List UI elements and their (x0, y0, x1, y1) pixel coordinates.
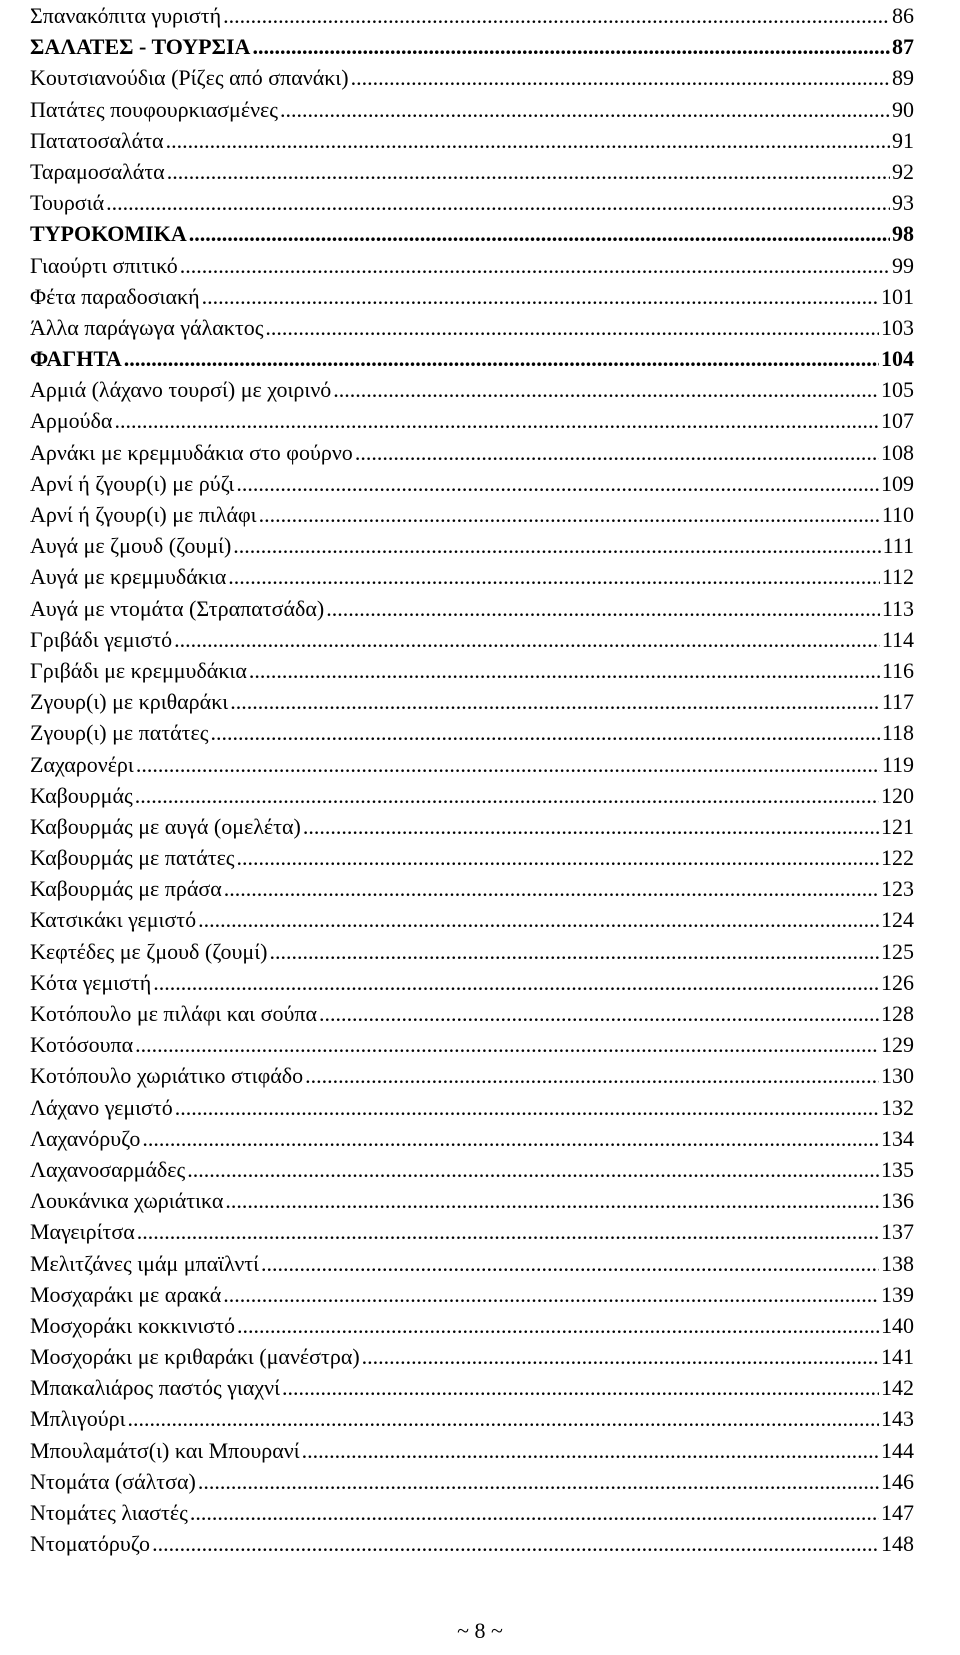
toc-entry (30, 967, 914, 998)
toc-entry-title: Ζγουρ(ι) με πατάτες (30, 720, 209, 746)
toc-entry (30, 873, 914, 904)
page-number: ~ 8 ~ (457, 1618, 503, 1643)
toc-entry (30, 1279, 914, 1310)
toc-entry-page-number: 135 (881, 1156, 914, 1182)
dot-leader (326, 593, 880, 624)
dot-leader (230, 686, 880, 717)
toc-entry-title: Μοσχοράκι κοκκινιστό (30, 1312, 235, 1338)
toc-entry-title: Αρνάκι με κρεμμυδάκια στο φούρνο (30, 439, 353, 465)
toc-entry-title: Κουτσιανούδια (Ρίζες από σπανάκι) (30, 65, 349, 91)
dot-leader (167, 156, 890, 187)
toc-entry (30, 187, 914, 218)
toc-entry (30, 1248, 914, 1279)
toc-entry-title: Γιαούρτι σπιτικό (30, 252, 178, 278)
toc-entry-page-number: 126 (881, 969, 914, 995)
dot-leader (223, 1279, 879, 1310)
toc-entry-title: Ντοματόρυζο (30, 1531, 151, 1557)
toc-entry-title: Λουκάνικα χωριάτικα (30, 1188, 224, 1214)
toc-entry-page-number: 110 (881, 502, 914, 527)
toc-section-heading (30, 218, 914, 249)
toc-entry-page-number: 104 (881, 346, 914, 372)
dot-leader (265, 312, 879, 343)
toc-entry-page-number: 117 (881, 689, 914, 715)
toc-entry-page-number: 132 (881, 1094, 914, 1120)
toc-entry (30, 1154, 914, 1185)
toc-entry (30, 1310, 914, 1341)
toc-entry-title: Ζγουρ(ι) με κριθαράκι (30, 689, 229, 715)
toc-entry (30, 1403, 914, 1434)
dot-leader (202, 281, 879, 312)
toc-entry-title: Πατάτες πουφουρκιασμένες (30, 96, 278, 122)
toc-entry (30, 998, 914, 1029)
toc-entry-title: Σπανακόπιτα γυριστή (30, 3, 222, 28)
dot-leader (189, 218, 890, 249)
toc-entry (30, 655, 914, 686)
toc-entry (30, 1497, 914, 1528)
toc-entry (30, 904, 914, 935)
toc-entry-page-number: 137 (881, 1219, 914, 1245)
dot-leader (252, 31, 890, 62)
dot-leader (190, 1497, 879, 1528)
toc-entry (30, 1060, 914, 1091)
toc-entry-title: Μαγειρίτσα (30, 1219, 135, 1245)
toc-entry (30, 1029, 914, 1060)
toc-entry-page-number: 124 (881, 907, 914, 933)
toc-entry-page-number: 108 (881, 439, 914, 465)
toc-entry (30, 1216, 914, 1247)
toc-entry-page-number: 89 (892, 65, 914, 91)
toc-entry-page-number: 121 (881, 813, 914, 839)
toc-entry (30, 374, 914, 405)
toc-entry-title: Μπουλαμάτσ(ι) και Μπουρανί (30, 1437, 300, 1463)
dot-leader (198, 904, 879, 935)
toc-entry-title: Λαχανόρυζο (30, 1125, 141, 1151)
toc-entry (30, 312, 914, 343)
dot-leader (333, 374, 879, 405)
toc-entry (30, 281, 914, 312)
toc-entry-title: Μελιτζάνες ιμάμ μπαϊλντί (30, 1250, 260, 1276)
dot-leader (362, 1341, 879, 1372)
toc-entry-page-number: 146 (881, 1468, 914, 1494)
toc-entry (30, 156, 914, 187)
toc-entry (30, 1466, 914, 1497)
toc-entry-page-number: 144 (881, 1437, 914, 1463)
toc-entry (30, 842, 914, 873)
toc-entry-page-number: 130 (881, 1063, 914, 1089)
toc-entry (30, 1123, 914, 1154)
dot-leader (136, 749, 880, 780)
toc-entry-page-number: 112 (881, 564, 914, 590)
dot-leader (237, 1310, 879, 1341)
toc-entry-title: Κοτόσουπα (30, 1032, 134, 1058)
toc-entry-page-number: 143 (881, 1406, 914, 1432)
toc-entry (30, 250, 914, 281)
dot-leader (198, 1466, 879, 1497)
toc-entry-page-number: 91 (892, 127, 914, 153)
dot-leader (261, 1248, 879, 1279)
toc-entry-title: Καβουρμάς με πράσα (30, 876, 222, 902)
toc-entry-title: Αυγά με κρεμμυδάκια (30, 564, 227, 590)
toc-entry-page-number: 116 (881, 657, 914, 683)
toc-entry-page-number: 86 (892, 3, 914, 28)
dot-leader (259, 499, 880, 530)
toc-entry (30, 1092, 914, 1123)
toc-entry-title: Αυγά με ζμουδ (ζουμί) (30, 533, 232, 559)
toc-entry-title: Κεφτέδες με ζμουδ (ζουμί) (30, 938, 268, 964)
dot-leader (280, 94, 890, 125)
toc-entry (30, 780, 914, 811)
toc-entry-page-number: 119 (881, 751, 914, 777)
toc-entry-title: Αρνί ή ζγουρ(ι) με πιλάφι (30, 502, 257, 527)
toc-entry-title: Καβουρμάς με πατάτες (30, 845, 235, 871)
table-of-contents (30, 0, 914, 1559)
dot-leader (319, 998, 879, 1029)
toc-entry-title: ΦΑΓΗΤΑ (30, 346, 122, 372)
dot-leader (152, 1528, 879, 1559)
dot-leader (128, 1403, 880, 1434)
toc-entry-page-number: 114 (881, 626, 914, 652)
toc-entry-page-number: 92 (892, 158, 914, 184)
toc-entry (30, 0, 914, 31)
toc-entry-page-number: 93 (892, 190, 914, 216)
toc-entry-page-number: 122 (881, 845, 914, 871)
toc-entry (30, 936, 914, 967)
toc-entry-page-number: 128 (881, 1001, 914, 1026)
dot-leader (351, 62, 890, 93)
toc-entry-page-number: 87 (892, 34, 914, 60)
toc-entry-page-number: 140 (881, 1312, 914, 1338)
toc-entry (30, 1372, 914, 1403)
toc-entry (30, 468, 914, 499)
dot-leader (249, 655, 880, 686)
toc-entry (30, 530, 914, 561)
dot-leader (106, 187, 890, 218)
toc-entry (30, 624, 914, 655)
toc-entry (30, 405, 914, 436)
toc-section-heading (30, 31, 914, 62)
toc-entry-title: Τουρσιά (30, 190, 105, 216)
toc-entry (30, 593, 914, 624)
dot-leader (153, 967, 879, 998)
toc-section-heading (30, 343, 914, 374)
dot-leader (225, 1185, 879, 1216)
toc-entry-title: Αρμούδα (30, 408, 113, 434)
toc-entry (30, 1528, 914, 1559)
toc-entry-title: Καβουρμάς (30, 782, 133, 808)
toc-entry-title: Ταραμοσαλάτα (30, 158, 165, 184)
toc-entry-page-number: 134 (881, 1125, 914, 1151)
toc-entry-title: Αυγά με ντομάτα (Στραπατσάδα) (30, 595, 325, 621)
toc-entry (30, 811, 914, 842)
dot-leader (233, 530, 880, 561)
dot-leader (224, 873, 879, 904)
dot-leader (269, 936, 879, 967)
toc-entry (30, 1341, 914, 1372)
toc-entry (30, 94, 914, 125)
toc-entry-page-number: 136 (881, 1188, 914, 1214)
toc-entry-title: Ντομάτες λιαστές (30, 1500, 188, 1525)
toc-entry (30, 749, 914, 780)
dot-leader (355, 437, 879, 468)
dot-leader (303, 811, 879, 842)
dot-leader (305, 1060, 879, 1091)
toc-entry-page-number: 98 (892, 221, 914, 247)
toc-entry (30, 499, 914, 530)
toc-entry-page-number: 139 (881, 1281, 914, 1307)
toc-entry-page-number: 105 (881, 377, 914, 403)
dot-leader (142, 1123, 879, 1154)
toc-entry (30, 1185, 914, 1216)
dot-leader (114, 405, 879, 436)
dot-leader (135, 1029, 879, 1060)
toc-entry-title: Μπακαλιάρος παστός γιαχνί (30, 1375, 280, 1401)
toc-entry-page-number: 109 (881, 470, 914, 496)
toc-entry-title: Κοτόπουλο χωριάτικο στιφάδο (30, 1063, 304, 1089)
toc-entry (30, 717, 914, 748)
toc-entry-page-number: 118 (881, 720, 914, 746)
toc-entry-page-number: 123 (881, 876, 914, 902)
dot-leader (237, 842, 879, 873)
toc-entry-page-number: 148 (881, 1531, 914, 1557)
toc-entry (30, 561, 914, 592)
dot-leader (174, 624, 880, 655)
toc-entry-title: Άλλα παράγωγα γάλακτος (30, 314, 264, 340)
dot-leader (124, 343, 879, 374)
toc-entry-title: Αρμιά (λάχανο τουρσί) με χοιρινό (30, 377, 332, 403)
toc-entry-page-number: 125 (881, 938, 914, 964)
dot-leader (236, 468, 879, 499)
toc-entry-page-number: 141 (881, 1344, 914, 1370)
dot-leader (228, 561, 880, 592)
dot-leader (166, 125, 890, 156)
toc-entry-page-number: 111 (882, 533, 914, 559)
toc-entry-title: Μπλιγούρι (30, 1406, 126, 1432)
toc-entry-title: Ζαχαρονέρι (30, 751, 134, 777)
toc-entry-title: ΤΥΡΟΚΟΜΙΚΑ (30, 221, 187, 247)
dot-leader (175, 1092, 879, 1123)
toc-entry-title: Μοσχοράκι με κριθαράκι (μανέστρα) (30, 1344, 360, 1370)
toc-entry-title: ΣΑΛΑΤΕΣ - ΤΟΥΡΣΙΑ (30, 34, 251, 60)
toc-entry-title: Λαχανοσαρμάδες (30, 1156, 186, 1182)
toc-entry-title: Αρνί ή ζγουρ(ι) με ρύζι (30, 470, 235, 496)
toc-entry (30, 686, 914, 717)
dot-leader (187, 1154, 879, 1185)
dot-leader (210, 717, 879, 748)
toc-entry-title: Κότα γεμιστή (30, 969, 152, 995)
toc-entry-page-number: 147 (881, 1500, 914, 1525)
dot-leader (302, 1435, 879, 1466)
toc-entry-title: Φέτα παραδοσιακή (30, 283, 200, 309)
toc-entry-page-number: 101 (881, 283, 914, 309)
toc-entry-page-number: 129 (881, 1032, 914, 1058)
toc-entry-title: Κοτόπουλο με πιλάφι και σούπα (30, 1001, 317, 1026)
toc-entry-title: Γριβάδι γεμιστό (30, 626, 173, 652)
dot-leader (223, 0, 890, 31)
toc-entry-page-number: 107 (881, 408, 914, 434)
dot-leader (137, 1216, 879, 1247)
toc-entry-page-number: 90 (892, 96, 914, 122)
toc-entry-title: Λάχανο γεμιστό (30, 1094, 173, 1120)
toc-entry-title: Γριβάδι με κρεμμυδάκια (30, 657, 247, 683)
toc-entry (30, 125, 914, 156)
toc-entry-title: Μοσχαράκι με αρακά (30, 1281, 222, 1307)
toc-entry (30, 437, 914, 468)
toc-entry-page-number: 142 (881, 1375, 914, 1401)
toc-entry-title: Πατατοσαλάτα (30, 127, 164, 153)
toc-entry-page-number: 138 (881, 1250, 914, 1276)
toc-entry (30, 1435, 914, 1466)
toc-entry-title: Ντομάτα (σάλτσα) (30, 1468, 196, 1494)
toc-entry-title: Κατσικάκι γεμιστό (30, 907, 197, 933)
toc-entry-page-number: 99 (892, 252, 914, 278)
toc-entry-page-number: 113 (881, 595, 914, 621)
dot-leader (180, 250, 890, 281)
toc-entry-title: Καβουρμάς με αυγά (ομελέτα) (30, 813, 301, 839)
toc-entry-page-number: 120 (881, 782, 914, 808)
toc-entry-page-number: 103 (881, 314, 914, 340)
toc-entry (30, 62, 914, 93)
dot-leader (135, 780, 879, 811)
dot-leader (282, 1372, 879, 1403)
